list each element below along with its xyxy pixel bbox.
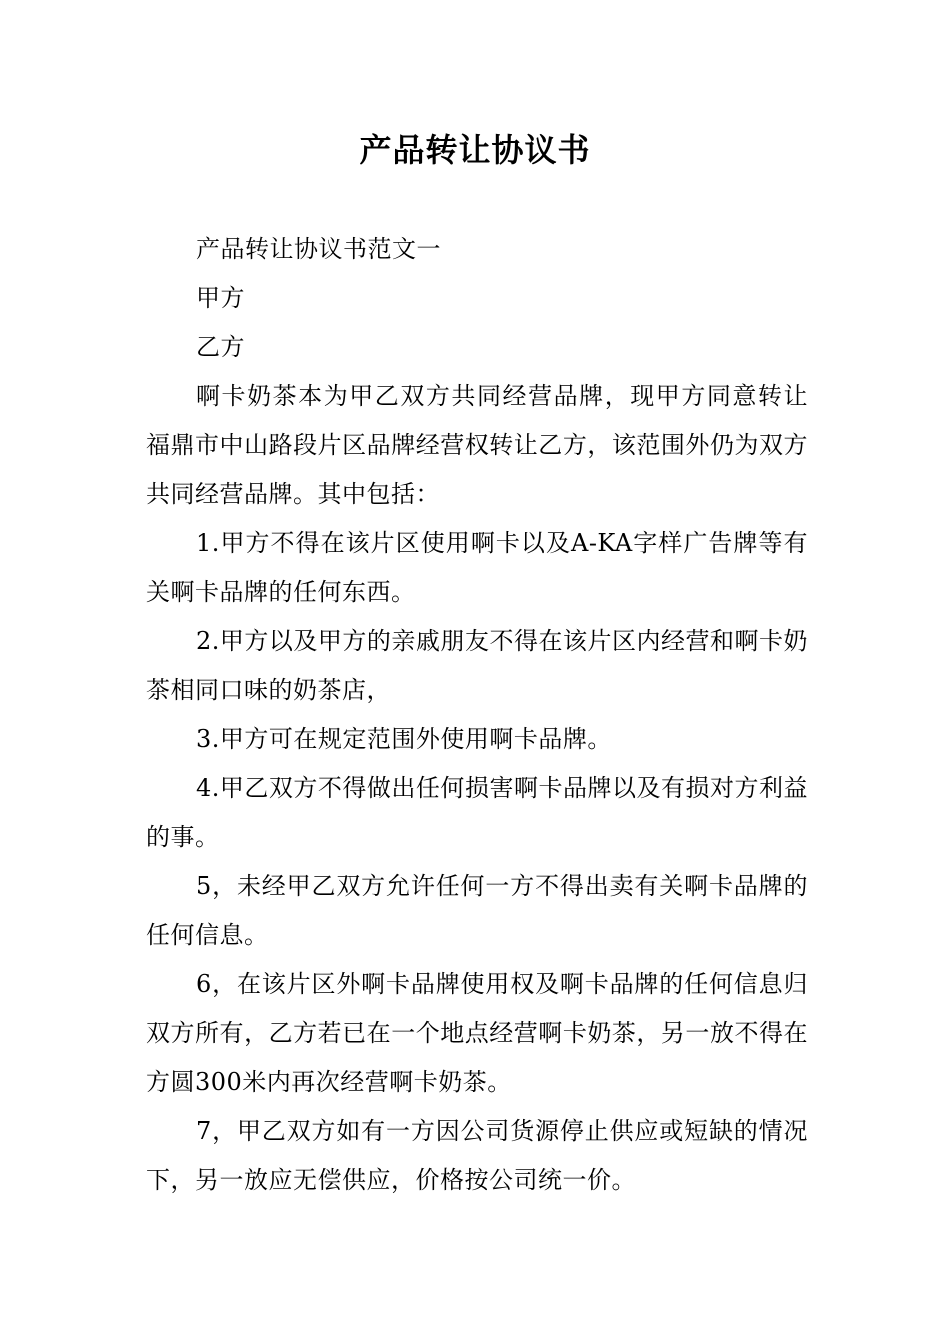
paragraph-clause-7: 7，甲乙双方如有一方因公司货源停止供应或短缺的情况下，另一放应无偿供应，价格按公司统一价。	[146, 1117, 808, 1194]
paragraph-party-b: 乙方	[196, 333, 245, 361]
paragraph-subtitle: 产品转让协议书范文一	[196, 235, 441, 263]
paragraph-party-a: 甲方	[196, 284, 245, 312]
document-body	[146, 225, 808, 1205]
paragraph-intro: 啊卡奶茶本为甲乙双方共同经营品牌，现甲方同意转让福鼎市中山路段片区品牌经营权转让乙方，该范围外仍为双方共同经营品牌。其中包括：	[146, 382, 808, 508]
paragraph-clause-6: 6，在该片区外啊卡品牌使用权及啊卡品牌的任何信息归双方所有，乙方若已在一个地点经营啊卡奶茶，另一放不得在方圆300米内再次经营啊卡奶茶。	[146, 970, 808, 1096]
paragraph-clause-4: 4.甲乙双方不得做出任何损害啊卡品牌以及有损对方利益的事。	[146, 774, 808, 851]
document-title: 产品转让协议书	[359, 131, 591, 169]
paragraph-clause-1: 1.甲方不得在该片区使用啊卡以及A-KA字样广告牌等有关啊卡品牌的任何东西。	[146, 529, 808, 606]
paragraph-clause-5: 5，未经甲乙双方允许任何一方不得出卖有关啊卡品牌的任何信息。	[146, 872, 808, 949]
paragraph-clause-3: 3.甲方可在规定范围外使用啊卡品牌。	[196, 725, 612, 753]
paragraph-clause-2: 2.甲方以及甲方的亲戚朋友不得在该片区内经营和啊卡奶茶相同口味的奶茶店，	[146, 627, 808, 704]
